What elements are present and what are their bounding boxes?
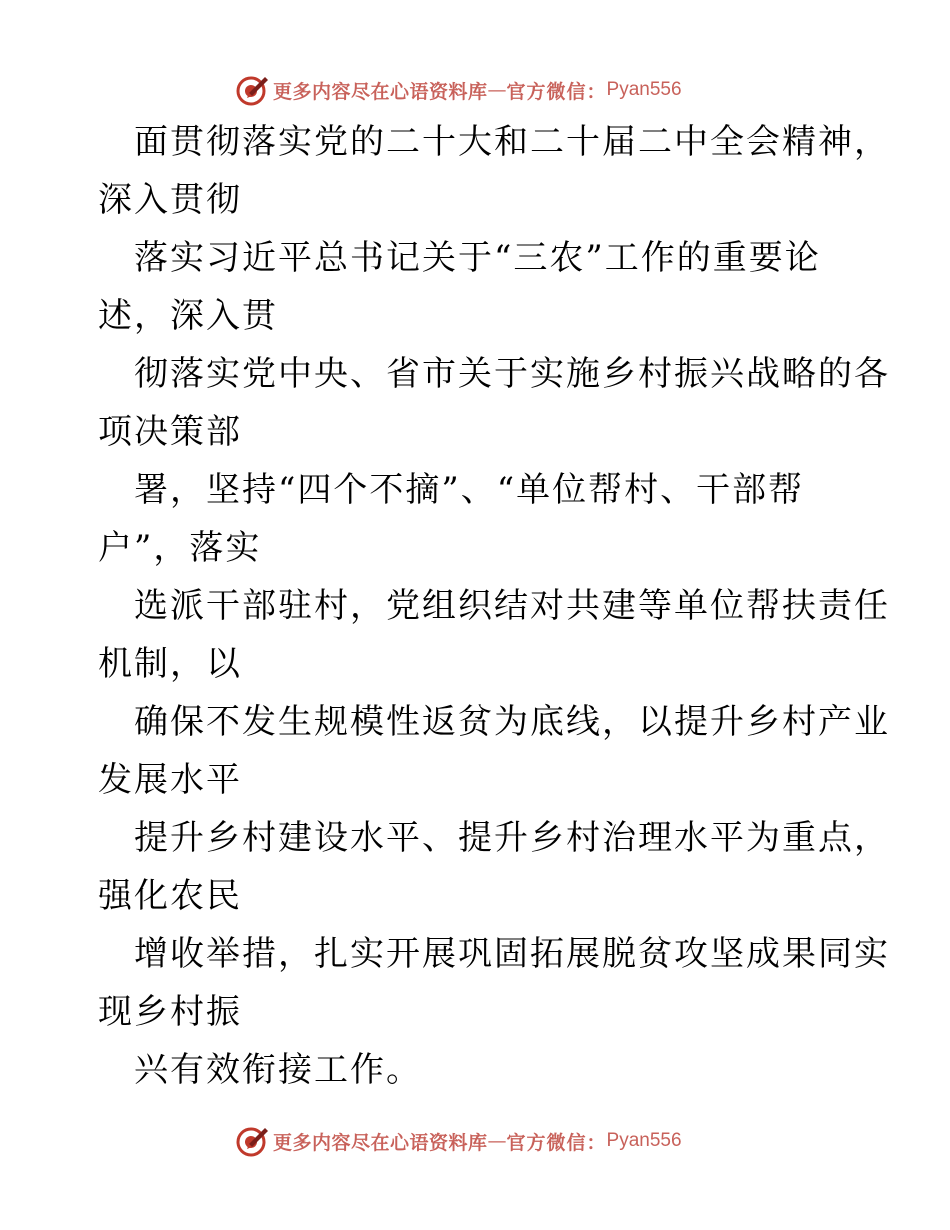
footer-watermark bbox=[235, 1123, 682, 1159]
header-watermark bbox=[235, 72, 682, 108]
text-line: 确保不发生规模性返贫为底线，以提升乡村产业 bbox=[134, 702, 890, 742]
text-line: 现乡村振 bbox=[98, 992, 242, 1032]
text-line: 彻落实党中央、省市关于实施乡村振兴战略的各 bbox=[134, 354, 890, 394]
text-line: 深入贯彻 bbox=[98, 180, 242, 220]
text-line: 署，坚持“四个不摘”、“单位帮村、干部帮 bbox=[134, 470, 805, 510]
watermark-separator: — bbox=[487, 79, 507, 101]
text-line: 面贯彻落实党的二十大和二十届二中全会精神， bbox=[134, 122, 890, 162]
text-line: 发展水平 bbox=[98, 760, 242, 800]
text-line: 选派干部驻村，党组织结对共建等单位帮扶责任 bbox=[134, 586, 890, 626]
text-line: 落实习近平总书记关于“三农”工作的重要论 bbox=[134, 238, 821, 278]
text-line: 户”，落实 bbox=[98, 528, 262, 568]
watermark-wechat-id: Pyan556 bbox=[606, 79, 682, 100]
watermark-wechat-id: Pyan556 bbox=[606, 1130, 682, 1151]
text-line: 提升乡村建设水平、提升乡村治理水平为重点， bbox=[134, 818, 890, 858]
watermark-brand: 更多内容尽在心语资料库 bbox=[273, 1131, 488, 1154]
watermark-brand: 更多内容尽在心语资料库 bbox=[273, 80, 488, 103]
pen-logo-icon bbox=[235, 73, 269, 107]
text-line: 机制，以 bbox=[98, 644, 242, 684]
text-line: 述，深入贯 bbox=[98, 296, 278, 336]
pen-logo-icon bbox=[235, 1124, 269, 1158]
text-line: 增收举措，扎实开展巩固拓展脱贫攻坚成果同实 bbox=[134, 934, 890, 974]
text-line: 强化农民 bbox=[98, 876, 242, 916]
text-line: 兴有效衔接工作。 bbox=[134, 1050, 422, 1090]
text-line: 项决策部 bbox=[98, 412, 242, 452]
watermark-separator: — bbox=[487, 1130, 507, 1152]
watermark-label: 官方微信： bbox=[506, 80, 607, 103]
watermark-label: 官方微信： bbox=[506, 1131, 607, 1154]
